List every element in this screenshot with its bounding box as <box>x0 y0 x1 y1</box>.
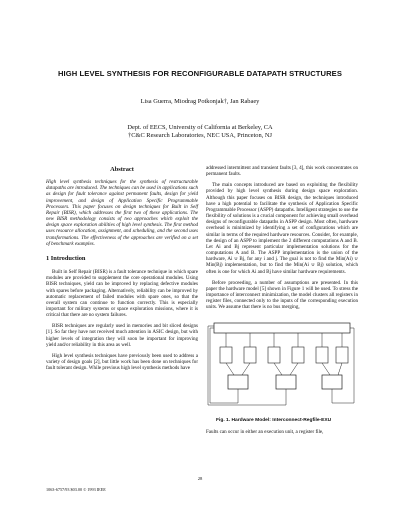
execution-unit <box>276 375 296 389</box>
right-column <box>206 165 358 440</box>
abstract-text: High level synthesis techniques for the synthesis of restructurable datapaths are introduced. The techniques can be used in applications such as design for fault tolerance against permanent faults, design for yield improvement, and design of Application Specific Programmable Processors. This paper focuses on design techniques for Built in Self Repair (BISR), which addresses the first two of these applications. The new BISR methodology consists of two approaches which exploit the design space exploration abilities of high level synthesis. The first method uses resource allocation, assignment, and scheduling, and the second uses transformations. The effectiveness of the approaches are verified on a set of benchmark examples. <box>46 179 198 247</box>
intro-paragraph-2: BISR techniques are regularly used in memories and bit sliced designs [1]. So far they have not received much attention in ASIC design, but with higher levels of integration they will soon be important for improving yield and/or reliability in this area as well. <box>46 323 198 348</box>
affiliation-2: †C&C Research Laboratories, NEC USA, Princeton, NJ <box>128 131 272 139</box>
paper-authors: Lisa Guerra, Miodrag Potkonjak†, Jan Rabaey <box>140 98 260 105</box>
intro-paragraph-1: Built in Self Repair (BISR) is a fault tolerance technique in which spare modules are provided to supplement the core operational modules. Using BISR techniques, yield can be improved by replacing defective modules with spares before packaging. Alternatively, reliability can be improved by automatic replacement of failed modules with spare ones, so that the overall system can continue to function correctly. This is especially important for military systems or space exploration missions, where it is critical that there are no system failures. <box>46 269 198 319</box>
intro-paragraph-3: High level synthesis techniques have previously been used to address a variety of design goals [2], but little work has been done on techniques for fault tolerant design. While previous high level synthesis methods have <box>46 352 198 372</box>
register-file <box>292 347 304 363</box>
execution-unit <box>322 375 342 389</box>
execution-unit <box>228 375 248 389</box>
register-file <box>316 347 328 363</box>
right-paragraph-2: The main concepts introduced are based on exploiting the flexibility provided by high level synthesis during design space exploration. Although this paper focuses on BISR design, the techniques introduced have a high potential to facilitate the synthesis of Application Specific Programmable Processor (ASPP) datapaths. Intelligent strategies to use the flexibility of solutions is a crucial component for achieving small overhead designs of reconfigurable datapaths in ASPP design. Most often, hardware overhead is minimized by identifying a set of configurations which are similar in terms of the required hardware resources. Consider, for example, the design of an ASPP to implement the 2 different computations A and B. Let Ai and Bj represent particular implementation solutions for the computations A and B. The ASPP implementation is the union of the hardware, Ai ∪ Bj, for any i and j. The goal is not to find the Min(Ai) ∪ Min(Bj) implementation, but to find the Min(Ai ∪ Bj) solution, which often is one for which Ai and Bj have similar hardware requirements. <box>206 182 358 275</box>
paper-affiliations <box>0 124 400 139</box>
after-figure-text: Faults can occur in either an execution unit, a register file, <box>206 428 324 435</box>
left-column <box>46 165 198 376</box>
affiliation-1: Dept. of EECS, University of California at Berkeley, CA <box>127 124 273 131</box>
hardware-model-figure <box>206 319 358 411</box>
register-file <box>336 347 348 363</box>
right-paragraph-3: Before proceeding, a number of assumptions are presented. In this paper the hardware model [5] shown in Figure 1 will be used. To stress the importance of interconnect minimization, the model clusters all registers in register files, connected only to the inputs of the corresponding execution units. We assume that there is no bus merging, <box>206 279 358 311</box>
footer-code: 1063-6757/93 $03.00 © 1993 IEEE <box>46 487 106 492</box>
register-file <box>244 347 256 363</box>
section-1-heading: 1 Introduction <box>46 254 86 262</box>
register-file <box>220 347 232 363</box>
abstract-heading: Abstract <box>110 166 134 173</box>
register-file <box>268 347 280 363</box>
page-number: 28 <box>197 476 203 481</box>
interconnect-block <box>214 323 350 333</box>
figure-caption: Fig. 1. Hardware Model: Interconnect-Regfile-EXU <box>216 417 332 423</box>
right-paragraph-1: addressed intermittent and transient faults [3, 4], this work concentrates on permanent faults. <box>206 165 358 178</box>
paper-title: HIGH LEVEL SYNTHESIS FOR RECONFIGURABLE DATAPATH STRUCTURES <box>57 69 343 78</box>
